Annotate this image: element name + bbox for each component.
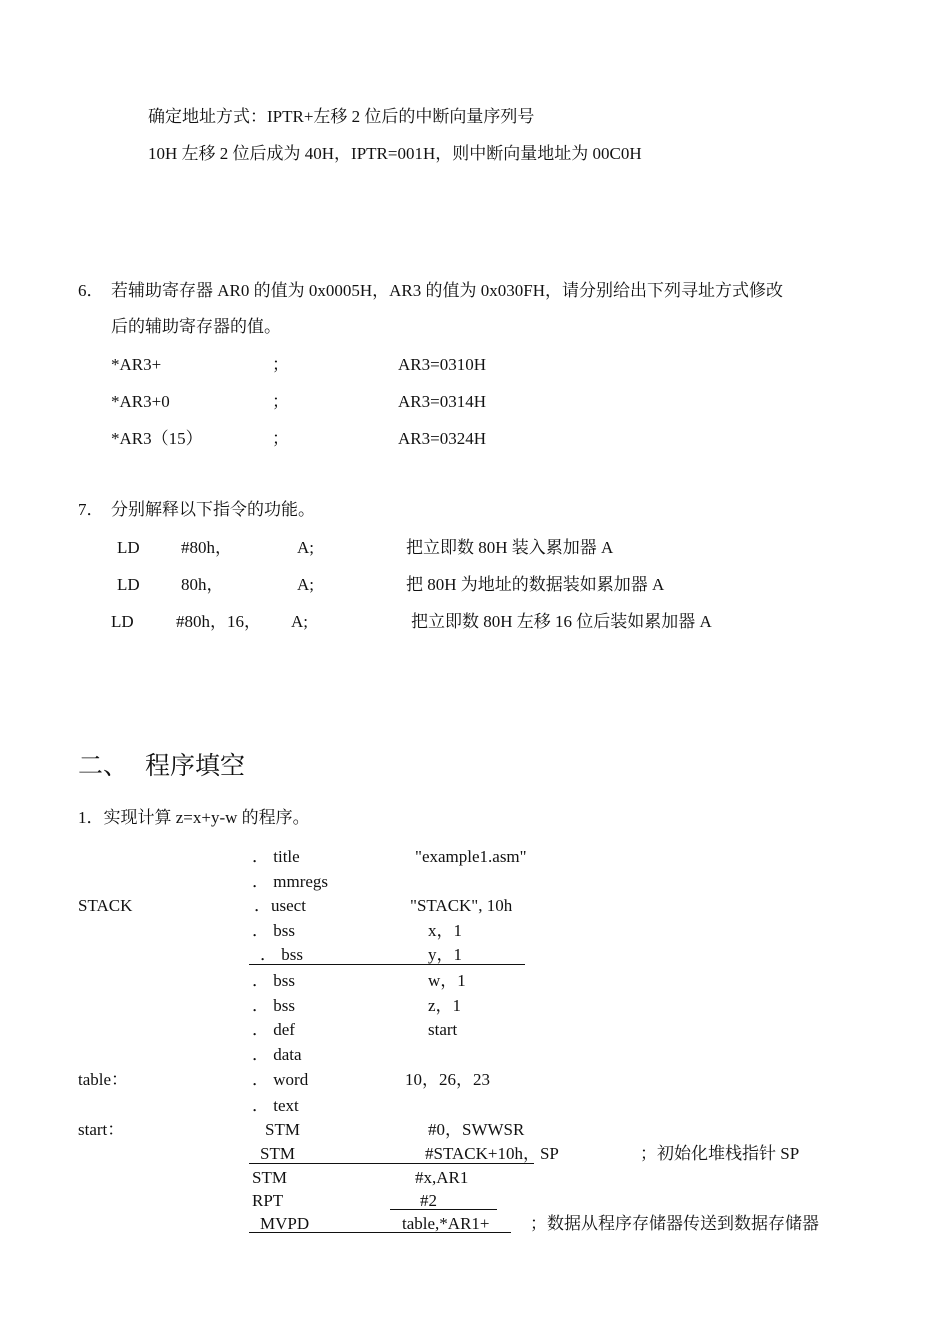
code-label: start： — [78, 1120, 125, 1139]
q6-text-line-1: 若辅助寄存器 AR0 的值为 0x0005H，AR3 的值为 0x030FH，请分别给出下列寻址方式修改 — [111, 281, 783, 300]
code-operand: z，1 — [428, 996, 462, 1015]
q6-row-result: AR3=0310H — [398, 355, 486, 374]
fill-in-underline — [390, 1209, 497, 1210]
intro-line-2: 10H 左移 2 位后成为 40H，IPTR=001H，则中断向量地址为 00C0H — [148, 144, 642, 163]
code-operand: 10，26，23 — [405, 1070, 490, 1089]
q6-row-result: AR3=0314H — [398, 392, 486, 411]
q7-row-desc: 把 80H 为地址的数据装如累加器 A — [406, 575, 665, 594]
q6-row-sep: ； — [272, 355, 289, 374]
code-directive: STM — [252, 1168, 287, 1187]
fill-in-underline — [249, 1232, 511, 1233]
code-directive: ． data — [252, 1045, 302, 1064]
code-operand: #2 — [420, 1191, 437, 1210]
q7-row-op: LD — [117, 575, 140, 594]
q6-row-mode: *AR3+0 — [111, 392, 170, 411]
fill-in-underline — [249, 964, 525, 965]
section-title: 程序填空 — [145, 753, 246, 780]
code-label: table： — [78, 1070, 129, 1089]
q6-row-sep: ； — [272, 392, 289, 411]
section-number: 二、 — [78, 753, 129, 780]
q7-number: 7． — [78, 500, 104, 519]
q6-number: 6． — [78, 281, 104, 300]
code-operand: #STACK+10h，SP — [425, 1144, 559, 1163]
q7-row-arg: #80h，16， — [176, 612, 261, 631]
code-operand: #x,AR1 — [415, 1168, 469, 1187]
code-directive: STM — [265, 1120, 300, 1139]
q7-row-arg: 80h， — [181, 575, 224, 594]
code-label: STACK — [78, 896, 133, 915]
code-operand: "STACK", 10h — [410, 896, 513, 915]
code-directive: ． def — [252, 1020, 295, 1039]
code-operand: w，1 — [428, 971, 466, 990]
code-operand: y，1 — [428, 945, 462, 964]
code-directive: ．usect — [254, 896, 306, 915]
code-directive: MVPD — [260, 1214, 310, 1233]
q7-row-op: LD — [117, 538, 140, 557]
q6-row-sep: ； — [272, 429, 289, 448]
code-directive: STM — [260, 1144, 295, 1163]
fill-in-underline — [249, 1163, 534, 1164]
code-directive: ． title — [252, 847, 300, 866]
code-directive: ． bss — [260, 945, 303, 964]
code-directive: ． word — [252, 1070, 309, 1089]
q7-row-arg: #80h， — [181, 538, 232, 557]
q6-row-result: AR3=0324H — [398, 429, 486, 448]
code-directive: ． mmregs — [252, 872, 329, 891]
q7-row-desc: 把立即数 80H 左移 16 位后装如累加器 A — [411, 612, 712, 631]
code-operand: "example1.asm" — [415, 847, 527, 866]
q7-text: 分别解释以下指令的功能。 — [111, 500, 315, 519]
q7-row-desc: 把立即数 80H 装入累加器 A — [406, 538, 614, 557]
code-operand: #0，SWWSR — [428, 1120, 525, 1139]
code-directive: RPT — [252, 1191, 284, 1210]
code-comment: ；初始化堆栈指针 SP — [640, 1144, 800, 1163]
code-operand: start — [428, 1020, 458, 1039]
code-directive: ． bss — [252, 921, 295, 940]
program-title: 1．实现计算 z=x+y-w 的程序。 — [78, 808, 310, 827]
q6-row-mode: *AR3+ — [111, 355, 162, 374]
code-operand: table,*AR1+ — [402, 1214, 490, 1233]
q6-row-mode: *AR3（15） — [111, 429, 203, 448]
intro-line-1: 确定地址方式：IPTR+左移 2 位后的中断向量序列号 — [148, 107, 535, 126]
q7-row-dst: A; — [291, 612, 308, 631]
q7-row-op: LD — [111, 612, 134, 631]
q7-row-dst: A; — [297, 575, 314, 594]
code-operand: x，1 — [428, 921, 462, 940]
q6-text-line-2: 后的辅助寄存器的值。 — [111, 317, 281, 336]
q7-row-dst: A; — [297, 538, 314, 557]
code-comment: ；数据从程序存储器传送到数据存储器 — [530, 1214, 819, 1233]
code-directive: ． text — [252, 1096, 299, 1115]
code-directive: ． bss — [252, 971, 295, 990]
code-directive: ． bss — [252, 996, 295, 1015]
